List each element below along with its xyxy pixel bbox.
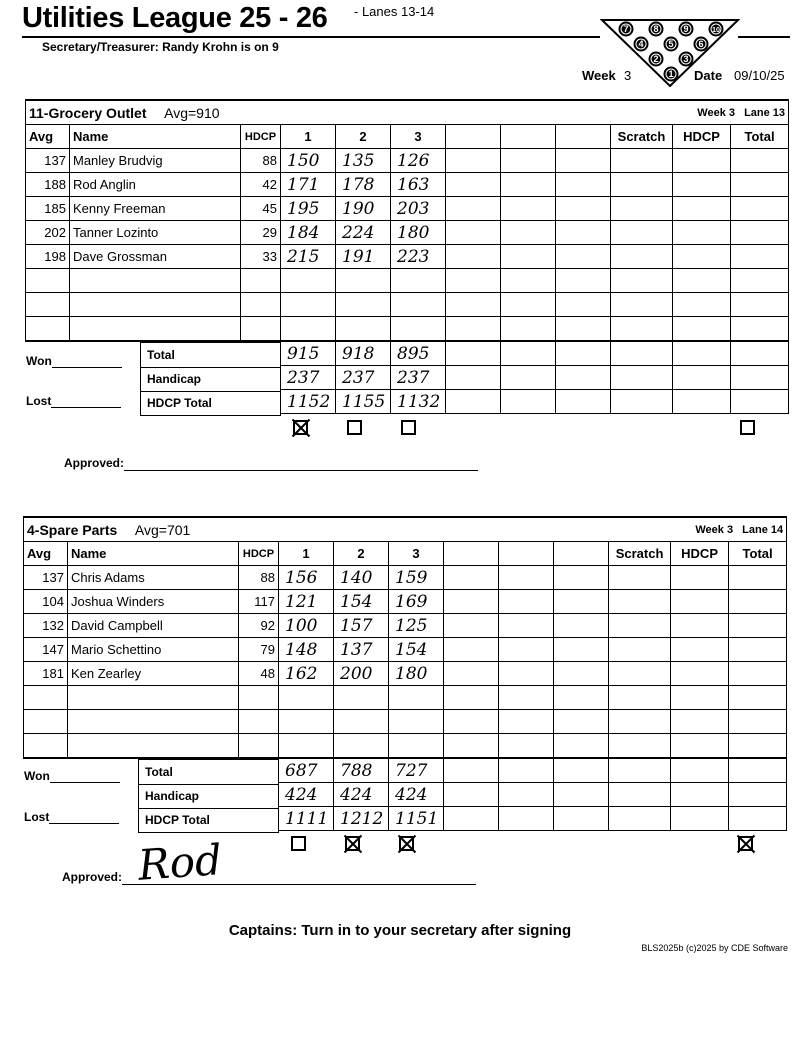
game1-won-checkbox[interactable]: [291, 836, 306, 851]
col-name-header: Name: [68, 542, 239, 566]
table-row: [26, 245, 789, 269]
week-label: Week: [582, 68, 616, 83]
pin-label: 3: [683, 54, 689, 65]
date-value: 09/10/25: [734, 68, 785, 83]
bowler-name: David Campbell: [68, 614, 239, 638]
bowler-average: 104: [24, 590, 68, 614]
game2-score: 135: [336, 149, 391, 173]
col-game1-header: 1: [279, 542, 334, 566]
captain-signature: Rod: [136, 835, 224, 890]
lost-field[interactable]: [24, 810, 119, 824]
bowler-name: Mario Schettino: [68, 638, 239, 662]
col-total-header: Total: [729, 542, 787, 566]
game3-score: 159: [389, 566, 444, 590]
game3-score: 169: [389, 590, 444, 614]
bowler-handicap: 92: [239, 614, 279, 638]
col-avg-header: Avg: [26, 125, 70, 149]
team-name: 4-Spare Parts: [27, 521, 118, 538]
game3-score: 223: [391, 245, 446, 269]
hdcp-total-game1: 1152: [281, 390, 336, 414]
bowler-handicap: 33: [241, 245, 281, 269]
handicap-game3: 237: [391, 366, 446, 390]
game1-score: 195: [281, 197, 336, 221]
handicap-game2: 237: [336, 366, 391, 390]
bowler-average: 132: [24, 614, 68, 638]
bowler-average: 188: [26, 173, 70, 197]
game3-score: 163: [391, 173, 446, 197]
game2-score: 137: [334, 638, 389, 662]
game2-won-checkbox[interactable]: [345, 836, 360, 851]
game1-score: 148: [279, 638, 334, 662]
title-underline-right: [738, 36, 790, 38]
total-game1: 687: [279, 758, 334, 783]
total-game2: 788: [334, 758, 389, 783]
league-title: Utilities League 25 - 26: [22, 2, 328, 34]
bowler-name: Dave Grossman: [70, 245, 241, 269]
col-hdcp-header: HDCP: [239, 542, 279, 566]
total-game1: 915: [281, 341, 336, 366]
pin-label: 2: [653, 54, 659, 65]
table-row: [26, 173, 789, 197]
approved-signature-line[interactable]: [124, 470, 478, 471]
col-avg-header: Avg: [24, 542, 68, 566]
pin-label: 5: [668, 39, 674, 50]
bowler-handicap: 42: [241, 173, 281, 197]
bowler-name: Chris Adams: [68, 566, 239, 590]
won-field[interactable]: [24, 769, 120, 783]
bowler-handicap: 88: [241, 149, 281, 173]
handicap-game2: 424: [334, 783, 389, 807]
game2-score: 191: [336, 245, 391, 269]
team-average: Avg=701: [134, 521, 191, 538]
bowler-name: Manley Brudvig: [70, 149, 241, 173]
total-label: Total: [147, 348, 175, 362]
pin-label: 7: [623, 24, 629, 35]
table-row: [24, 590, 787, 614]
handicap-label: Handicap: [147, 372, 202, 386]
pin-label: 4: [638, 39, 644, 50]
bowler-name: Tanner Lozinto: [70, 221, 241, 245]
pin-label: 10: [712, 27, 720, 35]
bowler-handicap: 48: [239, 662, 279, 686]
pin-label: 9: [683, 24, 689, 35]
pin-label: 1: [668, 69, 674, 80]
bowler-handicap: 88: [239, 566, 279, 590]
game1-score: 215: [281, 245, 336, 269]
game1-score: 150: [281, 149, 336, 173]
lost-field[interactable]: [26, 394, 121, 408]
bowler-name: Kenny Freeman: [70, 197, 241, 221]
table-row: [24, 662, 787, 686]
secretary-line: Secretary/Treasurer: Randy Krohn is on 9: [42, 40, 279, 54]
pin-label: 8: [653, 24, 659, 35]
bowler-average: 137: [26, 149, 70, 173]
total-game3: 895: [391, 341, 446, 366]
bowler-handicap: 79: [239, 638, 279, 662]
game3-score: 203: [391, 197, 446, 221]
team-name: 11-Grocery Outlet: [29, 104, 147, 121]
col-game1-header: 1: [281, 125, 336, 149]
team-week: Week 3: [695, 523, 734, 536]
team-lane: Lane 14: [742, 523, 784, 536]
title-underline: [22, 36, 600, 38]
won-label: Won: [24, 769, 50, 783]
game3-score: 180: [389, 662, 444, 686]
pin-label: 6: [698, 39, 704, 50]
lanes-label: - Lanes 13-14: [354, 4, 435, 19]
col-game2-header: 2: [336, 125, 391, 149]
handicap-label: Handicap: [145, 789, 200, 803]
bowler-name: Joshua Winders: [68, 590, 239, 614]
total-game3: 727: [389, 758, 444, 783]
col-game2-header: 2: [334, 542, 389, 566]
bowler-handicap: 29: [241, 221, 281, 245]
hdcp-total-game3: 1151: [389, 807, 444, 831]
game2-score: 157: [334, 614, 389, 638]
table-row: [24, 566, 787, 590]
game3-won-checkbox[interactable]: [401, 420, 416, 435]
game1-score: 184: [281, 221, 336, 245]
game3-score: 180: [391, 221, 446, 245]
week-value: 3: [624, 68, 632, 83]
game3-score: 154: [389, 638, 444, 662]
game2-score: 200: [334, 662, 389, 686]
bowler-average: 181: [24, 662, 68, 686]
won-label: Won: [26, 354, 52, 368]
game1-score: 121: [279, 590, 334, 614]
table-row: [24, 638, 787, 662]
empty-row: [26, 293, 789, 317]
game2-score: 224: [336, 221, 391, 245]
team-average: Avg=910: [164, 104, 220, 121]
team-week: Week 3: [697, 106, 736, 119]
empty-row: [26, 269, 789, 293]
bowler-handicap: 117: [239, 590, 279, 614]
handicap-game1: 237: [281, 366, 336, 390]
bowler-handicap: 45: [241, 197, 281, 221]
col-total-header: Total: [731, 125, 789, 149]
team-lane: Lane 13: [744, 106, 786, 119]
col-game3-header: 3: [391, 125, 446, 149]
hdcp-total-game2: 1155: [336, 390, 391, 414]
hdcp-total-game3: 1132: [391, 390, 446, 414]
col-name-header: Name: [70, 125, 241, 149]
total-won-checkbox[interactable]: [738, 836, 753, 851]
total-game2: 918: [336, 341, 391, 366]
col-hdcp-header: HDCP: [241, 125, 281, 149]
footer-instruction: Captains: Turn in to your secretary after signing: [228, 922, 572, 939]
game3-score: 125: [389, 614, 444, 638]
approved-label: Approved:: [64, 456, 124, 470]
game2-score: 140: [334, 566, 389, 590]
game3-score: 126: [391, 149, 446, 173]
hdcp-total-game1: 1111: [279, 807, 334, 831]
col-hdcp-total-header: HDCP: [673, 125, 731, 149]
empty-row: [24, 710, 787, 734]
total-won-checkbox[interactable]: [740, 420, 755, 435]
game1-score: 162: [279, 662, 334, 686]
handicap-game1: 424: [279, 783, 334, 807]
table-row: [26, 221, 789, 245]
game1-won-checkbox[interactable]: [293, 420, 308, 435]
bowler-average: 147: [24, 638, 68, 662]
table-row: [26, 149, 789, 173]
game1-score: 100: [279, 614, 334, 638]
col-hdcp-total-header: HDCP: [671, 542, 729, 566]
game2-score: 178: [336, 173, 391, 197]
game2-score: 154: [334, 590, 389, 614]
copyright-notice: BLS2025b (c)2025 by CDE Software: [641, 943, 788, 953]
handicap-game3: 424: [389, 783, 444, 807]
approved-label: Approved:: [62, 870, 122, 884]
col-scratch-header: Scratch: [611, 125, 673, 149]
bowler-average: 137: [24, 566, 68, 590]
total-label: Total: [145, 765, 173, 779]
bowler-name: Rod Anglin: [70, 173, 241, 197]
bowler-name: Ken Zearley: [68, 662, 239, 686]
totals-labels-box: [140, 341, 281, 416]
lost-label: Lost: [26, 394, 52, 408]
bowler-average: 185: [26, 197, 70, 221]
empty-row: [26, 317, 789, 342]
hdcp-total-game2: 1212: [334, 807, 389, 831]
totals-labels-box: [138, 758, 279, 833]
lost-label: Lost: [24, 810, 50, 824]
game2-won-checkbox[interactable]: [347, 420, 362, 435]
game1-score: 156: [279, 566, 334, 590]
bowler-average: 202: [26, 221, 70, 245]
col-scratch-header: Scratch: [609, 542, 671, 566]
table-row: [24, 614, 787, 638]
table-row: [26, 197, 789, 221]
hdcp-total-label: HDCP Total: [147, 396, 212, 410]
date-label: Date: [694, 68, 723, 83]
game2-score: 190: [336, 197, 391, 221]
col-game3-header: 3: [389, 542, 444, 566]
bowler-average: 198: [26, 245, 70, 269]
game3-won-checkbox[interactable]: [399, 836, 414, 851]
empty-row: [24, 734, 787, 759]
game1-score: 171: [281, 173, 336, 197]
empty-row: [24, 686, 787, 710]
hdcp-total-label: HDCP Total: [145, 813, 210, 827]
won-field[interactable]: [26, 354, 122, 368]
